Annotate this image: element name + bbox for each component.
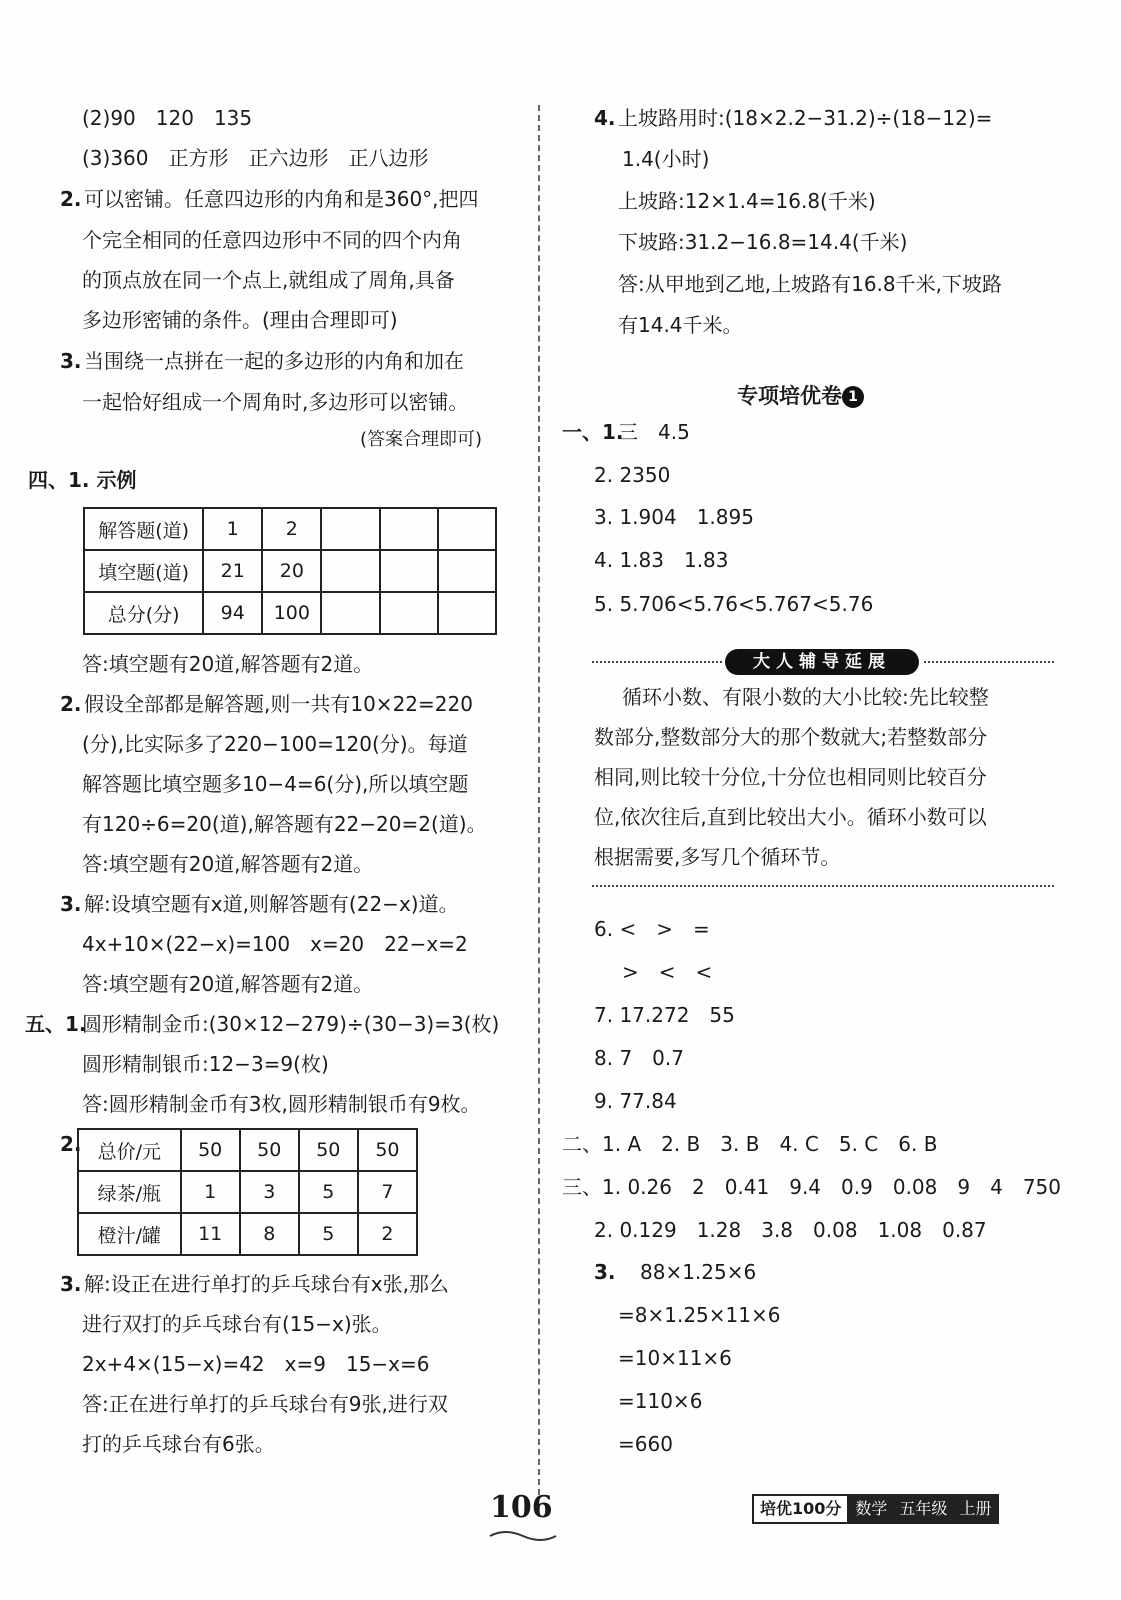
book-grade: 五年级 [893,1496,953,1522]
answer-line: 可以密铺。任意四边形的内角和是360°,把四 [84,187,479,211]
answer-line: 解答题比填空题多10−4=6(分),所以填空题 [82,772,469,796]
answer-line: 2. 2350 [594,463,671,487]
table-cell: 5 [299,1171,358,1213]
answer-line: 有120÷6=20(道),解答题有22−20=2(道)。 [82,812,487,836]
table-cell [438,592,496,634]
section-heading: 一、1. [562,420,624,444]
answer-line: 进行双打的乒乓球台有(15−x)张。 [82,1312,392,1336]
table-cell [438,550,496,592]
section-heading: 五、1. [25,1012,87,1036]
book-subject: 数学 [849,1496,893,1522]
table-cell: 5 [299,1213,358,1255]
answer-line: (分),比实际多了220−100=120(分)。每道 [82,732,468,756]
table-cell: 7 [358,1171,417,1213]
answer-line: 二、1. A 2. B 3. B 4. C 5. C 6. B [562,1132,938,1156]
answer-line: 3. 1.904 1.895 [594,505,754,529]
table-cell: 20 [262,550,321,592]
table-cell: 总分(分) [84,592,203,634]
question-number: 2. [60,692,82,716]
equation-line: =110×6 [618,1389,703,1413]
answer-line: 个完全相同的任意四边形中不同的四个内角 [82,228,462,252]
price-table [77,1128,418,1256]
answer-line: 2. 0.129 1.28 3.8 0.08 1.08 0.87 [594,1218,987,1242]
table-cell: 8 [240,1213,299,1255]
equation-line: =660 [618,1432,673,1456]
book-volume: 上册 [953,1496,997,1522]
answer-line: 8. 7 0.7 [594,1046,684,1070]
equation-line: 4x+10×(22−x)=100 x=20 22−x=2 [82,932,468,956]
book-label [752,1494,999,1524]
answer-line: 答:填空题有20道,解答题有2道。 [82,652,374,676]
table-cell: 11 [181,1213,240,1255]
table-cell: 50 [358,1129,417,1171]
page-number: 106 [490,1490,553,1525]
answer-line: 一起恰好组成一个周角时,多边形可以密铺。 [82,390,469,414]
extension-text: 相同,则比较十分位,十分位也相同则比较百分 [594,765,987,789]
extension-text: 数部分,整数部分大的那个数就大;若整数部分 [594,725,988,749]
table-cell: 3 [240,1171,299,1213]
section-number-badge: 1 [842,386,864,408]
score-table [83,507,497,635]
section-title [737,380,864,410]
answer-line: (3)360 正方形 正六边形 正八边形 [82,146,429,170]
equation-line: =10×11×6 [618,1346,732,1370]
question-number: 2. [60,1132,82,1156]
table-cell [321,592,379,634]
table-cell: 50 [299,1129,358,1171]
table-cell: 绿茶/瓶 [78,1171,181,1213]
answer-line: 9. 77.84 [594,1089,677,1113]
question-number: 2. [60,187,82,211]
column-divider [538,105,540,1495]
answer-line: 答:填空题有20道,解答题有2道。 [82,972,374,996]
answer-line: 上坡路:12×1.4=16.8(千米) [618,189,876,213]
table-cell: 橙汁/罐 [78,1213,181,1255]
table-cell [321,508,379,550]
answer-line: 6. < > = [594,917,710,941]
table-cell: 填空题(道) [84,550,203,592]
question-number: 3. [60,349,82,373]
answer-line: 打的乒乓球台有6张。 [82,1432,275,1456]
table-cell: 解答题(道) [84,508,203,550]
table-cell: 94 [203,592,262,634]
table-cell: 1 [181,1171,240,1213]
table-cell: 2 [262,508,321,550]
table-cell: 21 [203,550,262,592]
answer-line: (2)90 120 135 [82,106,253,130]
extension-text: 根据需要,多写几个循环节。 [594,845,841,869]
table-cell: 100 [262,592,321,634]
answer-line: 答:圆形精制金币有3枚,圆形精制银币有9枚。 [82,1092,481,1116]
answer-line: 5. 5.706<5.76<5.767<5.76 [594,592,874,616]
table-cell: 1 [203,508,262,550]
extension-title: 大人辅导延展 [725,649,919,675]
table-cell [380,592,438,634]
section-title-text: 专项培优卷 [737,384,842,408]
table-cell: 50 [240,1129,299,1171]
question-number: 4. [594,106,616,130]
extension-banner [592,649,1054,675]
table-cell [380,508,438,550]
table-cell: 2 [358,1213,417,1255]
question-number: 3. [594,1260,616,1284]
answer-line: 上坡路用时:(18×2.2−31.2)÷(18−12)= [618,106,993,130]
wave-ornament-icon [488,1528,558,1542]
answer-line: 三、1. 0.26 2 0.41 9.4 0.9 0.08 9 4 750 [562,1175,1061,1199]
answer-line: 多边形密铺的条件。(理由合理即可) [82,308,398,332]
answer-line: 4. 1.83 1.83 [594,548,729,572]
answer-line: 答:正在进行单打的乒乓球台有9张,进行双 [82,1392,448,1416]
answer-line: 圆形精制银币:12−3=9(枚) [82,1052,329,1076]
dotted-rule [924,661,1054,663]
answer-line: 解:设正在进行单打的乒乓球台有x张,那么 [84,1272,449,1296]
answer-line: 当围绕一点拼在一起的多边形的内角和加在 [84,349,464,373]
dotted-rule [592,885,1054,887]
answer-line: 圆形精制金币:(30×12−279)÷(30−3)=3(枚) [82,1012,500,1036]
answer-line: 三 4.5 [618,420,690,444]
answer-line: 假设全部都是解答题,则一共有10×22=220 [84,692,473,716]
book-brand: 培优100分 [754,1496,849,1522]
answer-line: 1.4(小时) [622,147,710,171]
equation-line: 88×1.25×6 [640,1260,757,1284]
table-cell [380,550,438,592]
answer-line: 解:设填空题有x道,则解答题有(22−x)道。 [84,892,459,916]
answer-line: 答:从甲地到乙地,上坡路有16.8千米,下坡路 [618,272,1002,296]
equation-line: =8×1.25×11×6 [618,1303,781,1327]
question-number: 3. [60,892,82,916]
table-cell: 50 [181,1129,240,1171]
table-cell: 总价/元 [78,1129,181,1171]
extension-text: 位,依次往后,直到比较出大小。循环小数可以 [594,805,987,829]
equation-line: 2x+4×(15−x)=42 x=9 15−x=6 [82,1352,430,1376]
answer-line: 答:填空题有20道,解答题有2道。 [82,852,374,876]
answer-line: 有14.4千米。 [618,313,743,337]
table-cell [321,550,379,592]
question-number: 3. [60,1272,82,1296]
section-heading: 四、1. 示例 [28,468,137,492]
answer-line: 的顶点放在同一个点上,就组成了周角,具备 [82,268,455,292]
table-cell [438,508,496,550]
answer-line: 下坡路:31.2−16.8=14.4(千米) [618,230,908,254]
extension-text: 循环小数、有限小数的大小比较:先比较整 [622,685,989,709]
answer-line: > < < [622,960,713,984]
answer-note: (答案合理即可) [360,429,483,450]
dotted-rule [592,661,722,663]
answer-line: 7. 17.272 55 [594,1003,735,1027]
